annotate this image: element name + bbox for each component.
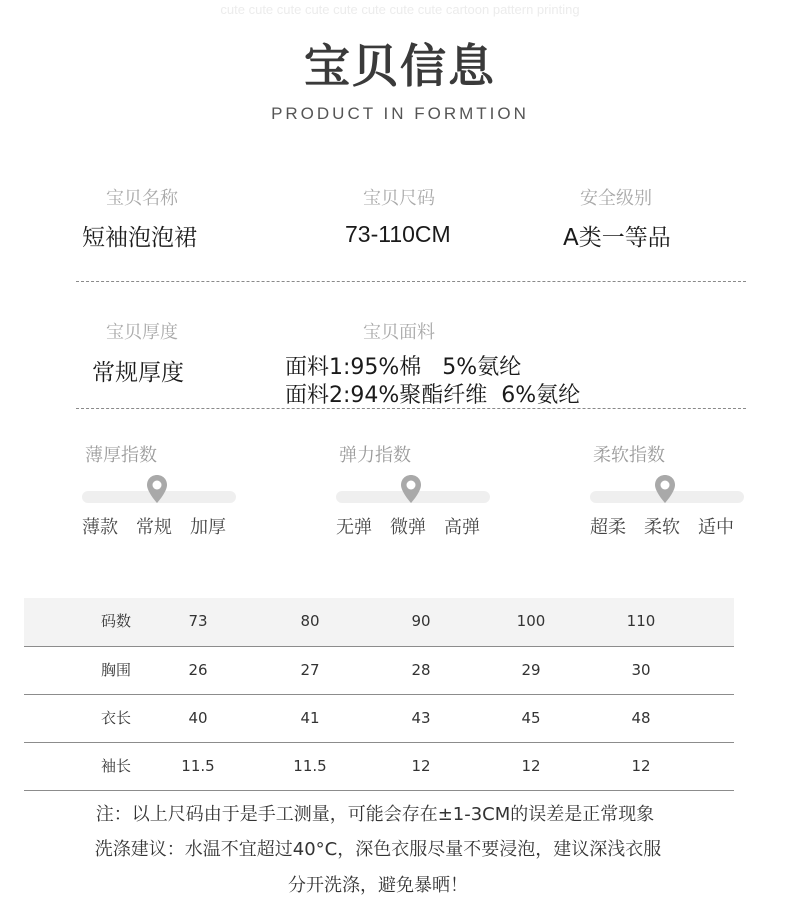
size-table bbox=[24, 598, 734, 791]
table-cell: 43 bbox=[411, 709, 431, 727]
fabric-label: 宝贝面料 bbox=[363, 322, 435, 343]
index-title: 薄厚指数 bbox=[85, 445, 157, 466]
table-row-label: 袖长 bbox=[100, 757, 131, 775]
index-title: 柔软指数 bbox=[593, 445, 665, 466]
fabric-line-1: 面料1:95%棉 5%氨纶 bbox=[285, 355, 522, 380]
page-subtitle: PRODUCT IN FORMTION bbox=[271, 104, 529, 123]
index-title: 弹力指数 bbox=[339, 445, 411, 466]
index-option: 高弹 bbox=[444, 517, 480, 538]
table-cell: 28 bbox=[411, 661, 431, 679]
product-size-label: 宝贝尺码 bbox=[363, 188, 435, 209]
index-option: 超柔 bbox=[590, 517, 626, 538]
table-cell: 12 bbox=[411, 757, 431, 775]
table-cell: 12 bbox=[521, 757, 541, 775]
table-cell: 11.5 bbox=[293, 757, 327, 775]
table-cell: 45 bbox=[521, 709, 541, 727]
index-option: 无弹 bbox=[336, 517, 372, 538]
table-cell: 48 bbox=[631, 709, 651, 727]
table-row bbox=[24, 647, 734, 695]
table-cell: 29 bbox=[521, 661, 541, 679]
table-cell: 73 bbox=[188, 612, 208, 630]
index-option: 薄款 bbox=[82, 517, 118, 538]
product-name-value: 短袖泡泡裙 bbox=[82, 225, 197, 251]
table-cell: 30 bbox=[631, 661, 651, 679]
table-cell: 100 bbox=[516, 612, 546, 630]
table-cell: 80 bbox=[300, 612, 320, 630]
table-cell: 41 bbox=[300, 709, 320, 727]
product-name-label: 宝贝名称 bbox=[106, 188, 178, 209]
index-option: 微弹 bbox=[390, 517, 426, 538]
safety-level-value: A类一等品 bbox=[563, 225, 671, 251]
thickness-label: 宝贝厚度 bbox=[106, 322, 178, 343]
table-cell: 27 bbox=[300, 661, 320, 679]
index-option: 常规 bbox=[136, 517, 172, 538]
watermark-text: cute cute cute cute cute cute cute cute cartoon pattern printing bbox=[220, 2, 580, 17]
table-row bbox=[24, 743, 734, 791]
table-row-label: 胸围 bbox=[100, 661, 131, 679]
location-pin-icon bbox=[400, 474, 422, 504]
table-header-row bbox=[24, 598, 734, 647]
measurement-note: 注：以上尺码由于是手工测量，可能会存在±1-3CM的误差是正常现象 bbox=[95, 804, 655, 825]
index-option: 加厚 bbox=[190, 517, 226, 538]
table-row-label: 码数 bbox=[100, 612, 131, 630]
table-cell: 110 bbox=[626, 612, 656, 630]
index-option: 柔软 bbox=[644, 517, 680, 538]
washing-note-continued: 分开洗涤，避免暴晒！ bbox=[288, 875, 468, 896]
divider bbox=[76, 408, 746, 409]
page-title: 宝贝信息 bbox=[304, 39, 496, 93]
fabric-line-2: 面料2:94%聚酯纤维 6%氨纶 bbox=[285, 383, 581, 408]
divider bbox=[76, 281, 746, 282]
table-cell: 26 bbox=[188, 661, 208, 679]
location-pin-icon bbox=[146, 474, 168, 504]
table-row-label: 衣长 bbox=[100, 709, 131, 727]
location-pin-icon bbox=[654, 474, 676, 504]
table-row bbox=[24, 695, 734, 743]
table-cell: 11.5 bbox=[181, 757, 215, 775]
index-option: 适中 bbox=[698, 517, 734, 538]
safety-level-label: 安全级别 bbox=[580, 188, 652, 209]
washing-note: 洗涤建议：水温不宜超过40°C，深色衣服尽量不要浸泡，建议深浅衣服 bbox=[94, 839, 662, 860]
product-size-value: 73-110CM bbox=[345, 221, 451, 247]
table-cell: 12 bbox=[631, 757, 651, 775]
thickness-value: 常规厚度 bbox=[92, 360, 184, 386]
table-cell: 40 bbox=[188, 709, 208, 727]
table-cell: 90 bbox=[411, 612, 431, 630]
